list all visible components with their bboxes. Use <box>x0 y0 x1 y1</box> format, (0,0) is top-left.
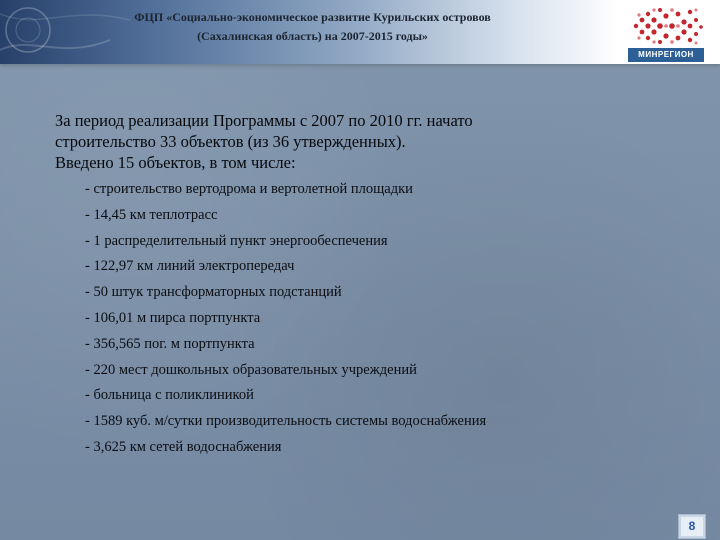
logo-dots-icon <box>630 6 704 46</box>
list-item: - 1 распределительный пункт энергообеспечения <box>85 232 388 249</box>
list-item: - 14,45 км теплотрасс <box>85 206 218 223</box>
list-item: - 1589 куб. м/сутки производительность системы водоснабжения <box>85 413 487 430</box>
page-number: 8 <box>678 514 706 539</box>
header-title-line1: ФЦП «Социально-экономическое развитие Курильских островов <box>134 10 491 24</box>
list-item: - 106,01 м пирса портпункта <box>85 309 261 326</box>
header-title <box>100 8 525 46</box>
intro-line-3: Введено 15 объектов, в том числе: <box>55 153 296 172</box>
header-title-line2: (Сахалинская область) на 2007-2015 годы» <box>197 29 428 43</box>
intro-text <box>55 110 655 173</box>
slide-header <box>0 0 720 64</box>
list-item: - 50 штук трансформаторных подстанций <box>85 284 342 301</box>
list-item: - строительство вертодрома и вертолетной площадки <box>85 181 413 197</box>
list-item: - 3,625 км сетей водоснабжения <box>85 438 282 455</box>
minregion-logo <box>626 6 706 60</box>
intro-line-2: строительство 33 объектов (из 36 утвержденных). <box>55 132 406 151</box>
completed-objects-list <box>85 177 655 461</box>
list-item: - 356,565 пог. м портпункта <box>85 335 255 352</box>
list-item: - 122,97 км линий электропередач <box>85 258 295 275</box>
list-item: - больница с поликлиникой <box>85 387 254 404</box>
slide-content <box>55 110 655 461</box>
list-item: - 220 мест дошкольных образовательных учреждений <box>85 361 417 378</box>
logo-label: МИНРЕГИОН <box>628 48 704 62</box>
intro-line-1: За период реализации Программы с 2007 по 2010 гг. начато <box>55 111 473 130</box>
